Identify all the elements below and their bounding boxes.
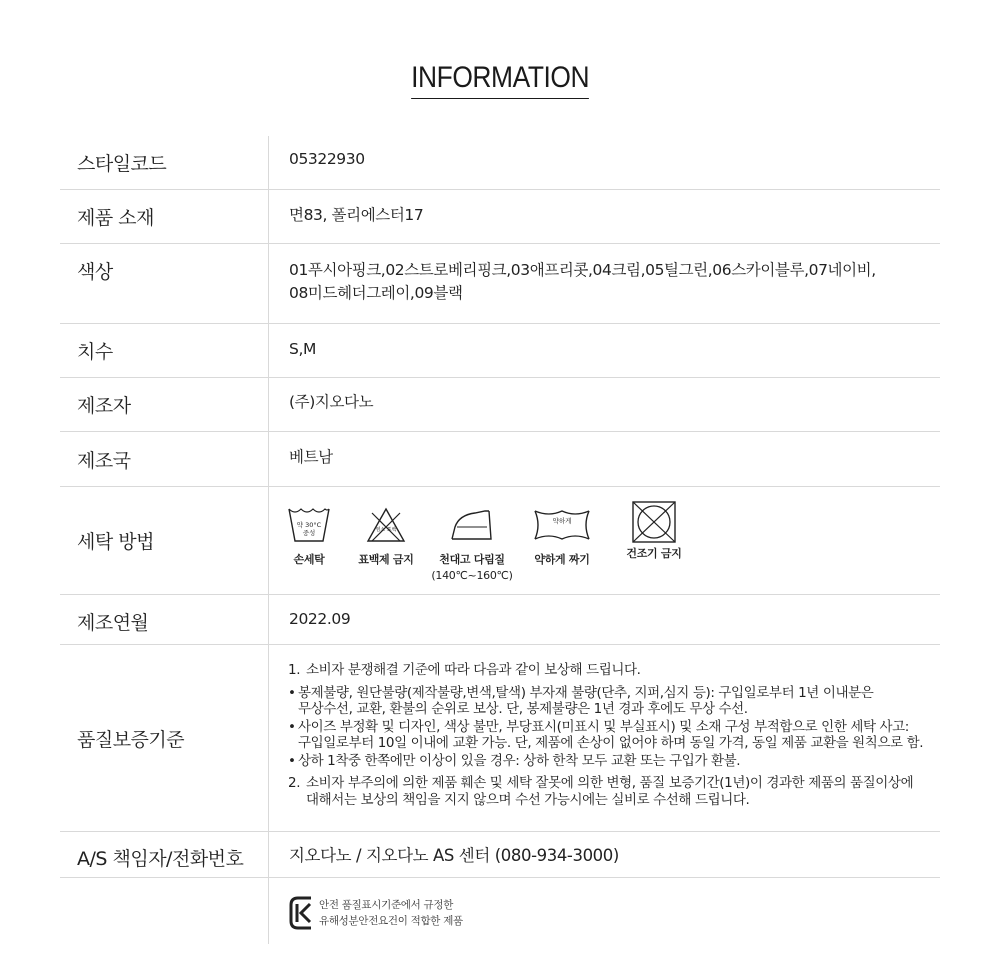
- kc-certification: [289, 895, 463, 935]
- row-country: [60, 432, 940, 487]
- date-label: 제조연월: [77, 612, 149, 634]
- material-value: 면83, 폴리에스터17: [289, 206, 424, 224]
- wash-item-hand-wash: [284, 505, 334, 567]
- row-material: [60, 190, 940, 244]
- quality-item-2: [288, 775, 940, 808]
- quality-item-bullet-2: [288, 719, 940, 752]
- no-tumble-dry-icon: [630, 500, 678, 544]
- row-as: [60, 832, 940, 878]
- quality-bullet-1-mark: •: [288, 684, 296, 701]
- size-label: 치수: [77, 341, 113, 363]
- row-size: [60, 324, 940, 378]
- washing-label: 세탁 방법: [77, 531, 154, 553]
- hand-wash-icon: [287, 505, 331, 545]
- no-bleach-inner-text: 염소 표백: [375, 527, 397, 533]
- color-label: 색상: [77, 261, 113, 283]
- kc-text: [319, 897, 463, 929]
- style-code-value: 05322930: [289, 150, 365, 168]
- country-label: 제조국: [77, 450, 131, 472]
- kc-mark-icon: [289, 895, 315, 931]
- quality-bullet-1-line-1: 봉제불량, 원단불량(제작불량,변색,탈색) 부자재 불량(단추, 지퍼,심지 등): 구입일로부터 1년 이내분은: [298, 684, 874, 701]
- hand-wash-label: 손세탁: [293, 553, 325, 566]
- quality-label: 품질보증기준: [77, 729, 185, 751]
- info-table: [60, 136, 940, 948]
- no-bleach-label: 표백제 금지: [358, 553, 414, 566]
- quality-item-2-line-2: 대해서는 보상의 책임을 지지 않으며 수선 가능시에는 실비로 수선해 드립니다.: [306, 791, 750, 808]
- page-title: INFORMATION: [411, 60, 589, 99]
- no-bleach-icon: [364, 505, 408, 545]
- title-wrap: [0, 60, 1000, 99]
- quality-bullet-3-mark: •: [288, 752, 296, 769]
- gentle-wring-icon: [531, 505, 593, 545]
- date-value: 2022.09: [289, 610, 351, 628]
- no-tumble-dry-label: 건조기 금지: [626, 547, 682, 560]
- wash-item-gentle-wring: [525, 505, 599, 567]
- quality-bullet-2-mark: •: [288, 718, 296, 735]
- quality-bullet-2-line-2: 구입일로부터 10일 이내에 교환 가능. 단, 제품에 손상이 없어야 하며 동일 가격, 동일 제품 교환을 원칙으로 함.: [298, 735, 924, 751]
- row-date: [60, 595, 940, 645]
- quality-item-1-text: 소비자 분쟁해결 기준에 따라 다음과 같이 보상해 드립니다.: [306, 662, 641, 678]
- iron-temp: (140℃~160℃): [431, 569, 513, 582]
- quality-item-bullet-3: [288, 753, 940, 770]
- wash-item-iron: [426, 505, 518, 582]
- quality-bullet-1-line-2: 무상수선, 교환, 환불의 순위로 보상. 단, 봉제불량은 1년 경과 후에도 무상 수선.: [298, 701, 748, 717]
- quality-bullet-2-line-1: 사이즈 부정확 및 디자인, 색상 불만, 부당표시(미표시 및 부실표시) 및 소재 구성 부적합으로 인한 세탁 사고:: [298, 718, 909, 735]
- row-kc: [60, 878, 940, 948]
- gentle-wring-inner-text: 약하게: [552, 517, 572, 525]
- quality-item-bullet-1: [288, 685, 940, 718]
- size-value: S,M: [289, 340, 316, 358]
- kc-text-line-1: 안전 품질표시기준에서 규정한: [319, 899, 454, 911]
- quality-item-1: [288, 662, 940, 679]
- country-value: 베트남: [289, 448, 333, 466]
- row-quality: [60, 645, 940, 832]
- quality-bullet-3-line-1: 상하 1착중 한쪽에만 이상이 있을 경우: 상하 한착 모두 교환 또는 구입가 환불.: [298, 752, 741, 769]
- manufacturer-label: 제조자: [77, 395, 131, 417]
- as-value: 지오다노 / 지오다노 AS 센터 (080-934-3000): [289, 846, 619, 865]
- color-value-line-2: 08미드헤더그레이,09블랙: [289, 284, 463, 302]
- quality-value: [288, 662, 940, 808]
- row-manufacturer: [60, 378, 940, 432]
- material-label: 제품 소재: [77, 207, 154, 229]
- row-color: [60, 244, 940, 324]
- hand-wash-detergent: 중성: [302, 529, 316, 537]
- style-code-label: 스타일코드: [77, 153, 167, 175]
- row-washing: [60, 487, 940, 595]
- quality-item-2-line-1: 소비자 부주의에 의한 제품 훼손 및 세탁 잘못에 의한 변형, 품질 보증기간(1년)이 경과한 제품의 품질이상에: [306, 775, 914, 791]
- row-style-code: [60, 136, 940, 190]
- kc-text-line-2: 유해성분안전요건이 적합한 제품: [319, 915, 463, 927]
- manufacturer-value: (주)지오다노: [289, 393, 374, 411]
- color-value-line-1: 01푸시아핑크,02스트로베리핑크,03애프리콧,04크림,05틸그린,06스카이블루,07네이비,: [289, 261, 876, 279]
- wash-item-no-bleach: [351, 505, 421, 567]
- hand-wash-temp: 약 30°C: [296, 521, 322, 529]
- quality-item-1-mark: 1.: [288, 662, 301, 678]
- as-label: A/S 책임자/전화번호: [77, 848, 244, 870]
- iron-icon: [449, 505, 495, 545]
- color-value: [289, 259, 940, 305]
- quality-item-2-mark: 2.: [288, 775, 301, 791]
- iron-label: 천대고 다림질: [439, 553, 505, 566]
- wash-item-no-tumble-dry: [618, 505, 690, 561]
- gentle-wring-label: 약하게 짜기: [534, 553, 590, 566]
